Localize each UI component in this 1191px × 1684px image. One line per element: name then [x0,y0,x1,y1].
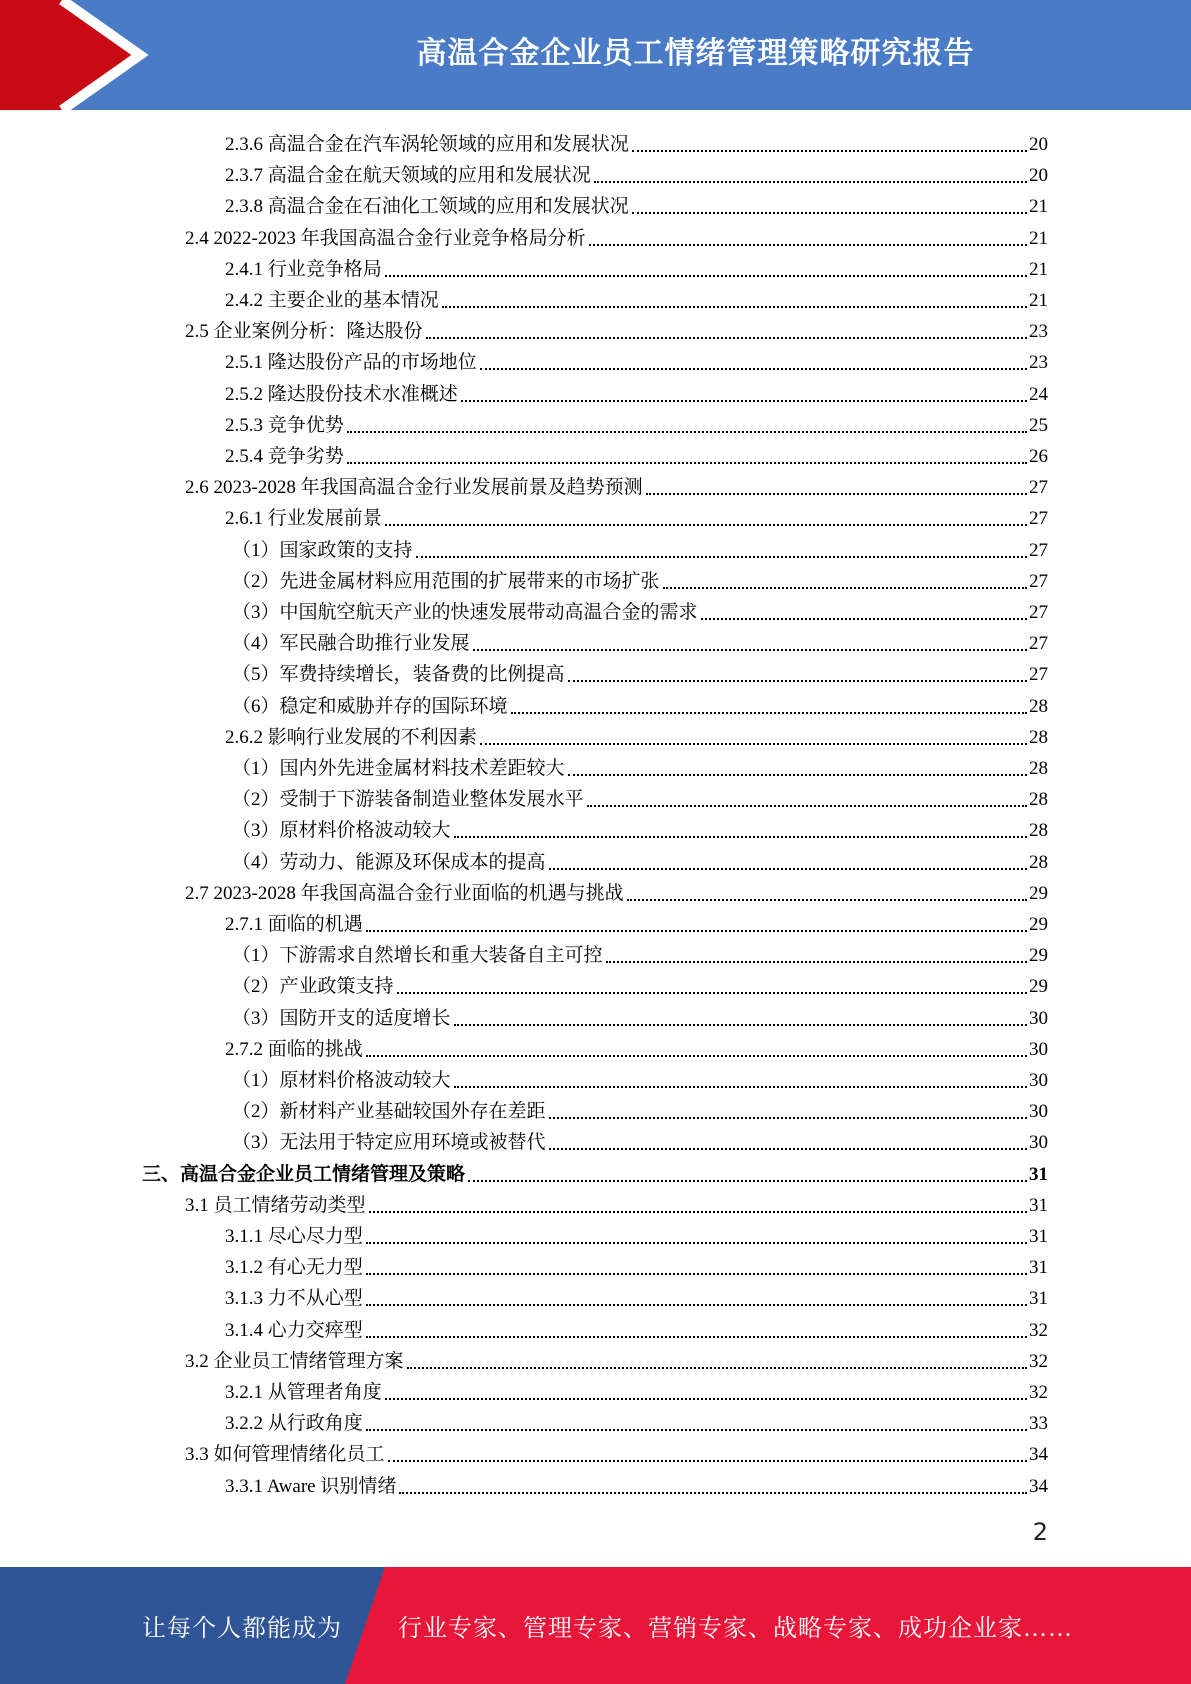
toc-entry-page: 32 [1029,1319,1048,1341]
toc-dot-leader [511,712,1027,714]
toc-entry[interactable] [232,844,1048,875]
toc-entry[interactable] [185,220,1048,251]
toc-entry-label: （3）国防开支的适度增长 [232,1007,451,1029]
toc-entry-page: 29 [1029,914,1048,935]
toc-entry-page: 29 [1029,945,1048,967]
toc-entry[interactable] [225,438,1048,469]
toc-entry-label: 2.3.8 高温合金在石油化工领域的应用和发展状况 [225,196,629,218]
toc-entry[interactable] [225,1405,1048,1436]
toc-entry-page: 27 [1029,602,1048,623]
toc-entry-page: 31 [1029,1288,1048,1310]
toc-entry-label: 2.3.6 高温合金在汽车涡轮领域的应用和发展状况 [225,134,629,155]
toc-entry-label: （2）产业政策支持 [232,976,394,998]
toc-dot-leader [366,1242,1027,1244]
toc-dot-leader [480,743,1027,745]
toc-entry-label: 2.5 企业案例分析：隆达股份 [185,321,423,343]
toc-entry[interactable] [225,376,1048,407]
toc-entry[interactable] [232,781,1048,812]
toc-entry[interactable] [225,1374,1048,1405]
toc-dot-leader [461,400,1027,402]
toc-dot-leader [366,1055,1027,1057]
toc-entry-label: 2.6 2023-2028 年我国高温合金行业发展前景及趋势预测 [185,477,643,499]
toc-entry-label: （3）中国航空航天产业的快速发展带动高温合金的需求 [232,602,698,623]
toc-entry[interactable] [225,1280,1048,1311]
toc-dot-leader [366,1429,1027,1431]
toc-entry-label: 2.5.2 隆达股份技术水准概述 [225,383,458,405]
toc-entry-page: 26 [1029,446,1048,467]
toc-entry-page: 20 [1029,165,1048,187]
toc-dot-leader [646,493,1027,495]
toc-entry-label: 2.5.4 竞争劣势 [225,446,344,467]
toc-entry[interactable] [232,750,1048,781]
toc-entry[interactable] [232,563,1048,594]
toc-entry-page: 28 [1029,726,1048,748]
toc-dot-leader [454,1086,1027,1088]
toc-entry-page: 21 [1029,258,1048,280]
toc-entry[interactable] [225,1468,1048,1499]
toc-entry-label: （4）劳动力、能源及环保成本的提高 [232,851,546,873]
toc-dot-leader [606,961,1027,963]
toc-entry[interactable] [225,344,1048,375]
toc-entry-label: 2.7.1 面临的机遇 [225,914,363,935]
toc-entry[interactable] [225,1031,1048,1062]
toc-entry-page: 34 [1029,1475,1048,1497]
toc-entry-page: 27 [1029,570,1048,592]
page-footer [0,1567,1191,1684]
toc-entry-page: 32 [1029,1382,1048,1403]
toc-dot-leader [388,1460,1027,1462]
toc-entry-page: 28 [1029,695,1048,717]
toc-dot-leader [587,805,1027,807]
toc-entry-page: 23 [1029,352,1048,374]
toc-dot-leader [426,337,1027,339]
toc-entry-label: 3.1.4 心力交瘁型 [225,1319,363,1341]
toc-entry[interactable] [232,594,1048,625]
toc-entry-label: 2.3.7 高温合金在航天领域的应用和发展状况 [225,165,591,187]
toc-dot-leader [385,275,1027,277]
toc-entry-page: 31 [1029,1257,1048,1279]
toc-dot-leader [407,1367,1027,1369]
toc-entry-label: 2.4 2022-2023 年我国高温合金行业竞争格局分析 [185,227,586,249]
toc-dot-leader [399,1492,1027,1494]
toc-dot-leader [627,899,1027,901]
toc-dot-leader [454,836,1027,838]
toc-entry-label: （4）军民融合助推行业发展 [232,633,470,655]
toc-entry-page: 30 [1029,1132,1048,1154]
toc-dot-leader [385,524,1027,526]
toc-entry-page: 28 [1029,851,1048,873]
toc-entry[interactable] [185,313,1048,344]
toc-entry-page: 21 [1029,227,1048,249]
toc-entry-page: 28 [1029,789,1048,811]
toc-entry-label: （3）原材料价格波动较大 [232,820,451,842]
toc-entry[interactable] [185,875,1048,906]
toc-entry[interactable] [232,937,1048,968]
toc-dot-leader [568,680,1027,682]
toc-dot-leader [366,1273,1027,1275]
toc-entry-label: 3.3.1 Aware 识别情绪 [225,1475,397,1497]
toc-entry-page: 24 [1029,383,1048,405]
toc-entry-label: 3.1.1 尽心尽力型 [225,1226,363,1247]
toc-entry-page: 27 [1029,664,1048,686]
toc-dot-leader [366,1336,1027,1338]
toc-entry-page: 27 [1029,633,1048,655]
toc-entry-label: （3）无法用于特定应用环境或被替代 [232,1132,546,1154]
toc-entry-label: 2.4.2 主要企业的基本情况 [225,290,439,311]
toc-entry[interactable] [225,906,1048,937]
toc-entry-label: 3.1.3 力不从心型 [225,1288,363,1310]
toc-entry-page: 31 [1029,1194,1048,1216]
toc-entry[interactable] [225,126,1048,157]
toc-entry[interactable] [232,625,1048,656]
toc-entry-page: 31 [1029,1226,1048,1247]
toc-entry[interactable] [232,812,1048,843]
toc-entry-label: 3.1.2 有心无力型 [225,1257,363,1279]
toc-entry-page: 28 [1029,758,1048,779]
toc-entry-page: 25 [1029,414,1048,436]
toc-entry-label: （1）原材料价格波动较大 [232,1070,451,1091]
toc-entry-label: 2.5.3 竞争优势 [225,414,344,436]
toc-entry-page: 21 [1029,290,1048,311]
toc-entry-label: （6）稳定和威胁并存的国际环境 [232,695,508,717]
toc-dot-leader [369,1211,1027,1213]
page-number: 2 [1032,1518,1048,1546]
toc-entry-label: 三、高温合金企业员工情绪管理及策略 [142,1163,466,1185]
toc-dot-leader [549,868,1027,870]
toc-entry-label: 2.7 2023-2028 年我国高温合金行业面临的机遇与挑战 [185,882,624,904]
toc-dot-leader [366,1304,1027,1306]
toc-dot-leader [468,1180,1027,1182]
toc-entry-page: 31 [1029,1163,1048,1185]
toc-entry[interactable] [225,719,1048,750]
toc-entry[interactable] [142,1156,1048,1187]
toc-entry-label: 3.2 企业员工情绪管理方案 [185,1350,404,1372]
report-title: 高温合金企业员工情绪管理策略研究报告 [416,36,975,71]
toc-dot-leader [347,431,1027,433]
toc-entry-page: 27 [1029,539,1048,561]
toc-dot-leader [347,462,1027,464]
toc-entry-page: 29 [1029,882,1048,904]
toc-entry-page: 28 [1029,820,1048,842]
toc-entry[interactable] [232,656,1048,687]
toc-entry[interactable] [232,532,1048,563]
toc-entry-page: 29 [1029,976,1048,998]
toc-dot-leader [385,1398,1027,1400]
toc-dot-leader [632,212,1027,214]
toc-entry-label: （5）军费持续增长，装备费的比例提高 [232,664,565,686]
toc-entry[interactable] [185,1343,1048,1374]
toc-entry[interactable] [232,1000,1048,1031]
toc-entry-page: 33 [1029,1413,1048,1435]
toc-dot-leader [366,930,1027,932]
toc-entry[interactable] [232,968,1048,999]
toc-entry[interactable] [232,1093,1048,1124]
footer-slogan-left: 让每个人都能成为 [142,1616,342,1642]
toc-dot-leader [589,244,1027,246]
toc-entry-page: 23 [1029,321,1048,343]
toc-dot-leader [632,150,1027,152]
toc-dot-leader [549,1148,1027,1150]
toc-dot-leader [473,649,1027,651]
toc-entry[interactable] [232,1124,1048,1155]
toc-dot-leader [454,1024,1027,1026]
page-header [0,0,1191,110]
toc-dot-leader [442,306,1027,308]
toc-entry-page: 27 [1029,508,1048,530]
toc-entry[interactable] [225,1218,1048,1249]
toc-dot-leader [663,587,1027,589]
toc-entry-label: 3.1 员工情绪劳动类型 [185,1194,366,1216]
toc-entry[interactable] [225,407,1048,438]
toc-entry[interactable] [225,1312,1048,1343]
toc-entry-page: 27 [1029,477,1048,499]
toc-entry-label: （1）下游需求自然增长和重大装备自主可控 [232,945,603,967]
toc-dot-leader [397,992,1027,994]
toc-entry-label: 3.2.1 从管理者角度 [225,1382,382,1403]
toc-entry[interactable] [225,188,1048,219]
toc-entry-page: 30 [1029,1038,1048,1060]
toc-entry[interactable] [225,1249,1048,1280]
toc-entry-label: （2）新材料产业基础较国外存在差距 [232,1101,546,1123]
toc-dot-leader [416,556,1027,558]
toc-entry-label: 2.6.1 行业发展前景 [225,508,382,530]
toc-dot-leader [701,618,1027,620]
toc-entry-page: 21 [1029,196,1048,218]
toc-dot-leader [594,181,1027,183]
header-chevron-logo [0,0,150,110]
toc-entry-label: 3.2.2 从行政角度 [225,1413,363,1435]
toc-entry[interactable] [225,500,1048,531]
toc-entry-label: 2.4.1 行业竞争格局 [225,258,382,280]
toc-entry-label: 2.6.2 影响行业发展的不利因素 [225,726,477,748]
footer-slogan-right: 行业专家、管理专家、营销专家、战略专家、成功企业家…… [398,1616,1073,1642]
toc-entry[interactable] [225,282,1048,313]
toc-entry-page: 32 [1029,1350,1048,1372]
toc-entry[interactable] [185,1436,1048,1467]
toc-entry-page: 20 [1029,134,1048,155]
toc-entry-label: （1）国家政策的支持 [232,539,413,561]
toc-entry[interactable] [232,688,1048,719]
toc-entry-label: 2.5.1 隆达股份产品的市场地位 [225,352,477,374]
toc-entry-label: 3.3 如何管理情绪化员工 [185,1444,385,1466]
toc-entry-page: 34 [1029,1444,1048,1466]
toc-entry-label: 2.7.2 面临的挑战 [225,1038,363,1060]
toc-dot-leader [549,1117,1027,1119]
toc-entry[interactable] [232,1062,1048,1093]
toc-entry[interactable] [225,157,1048,188]
toc-entry-label: （1）国内外先进金属材料技术差距较大 [232,758,565,779]
toc-dot-leader [568,774,1027,776]
toc-entry-label: （2）先进金属材料应用范围的扩展带来的市场扩张 [232,570,660,592]
toc-entry[interactable] [185,469,1048,500]
toc-entry[interactable] [185,1187,1048,1218]
toc-entry-page: 30 [1029,1101,1048,1123]
toc-entry[interactable] [225,251,1048,282]
toc-entry-page: 30 [1029,1007,1048,1029]
toc-entry-label: （2）受制于下游装备制造业整体发展水平 [232,789,584,811]
toc-dot-leader [480,368,1027,370]
toc-entry-page: 30 [1029,1070,1048,1091]
